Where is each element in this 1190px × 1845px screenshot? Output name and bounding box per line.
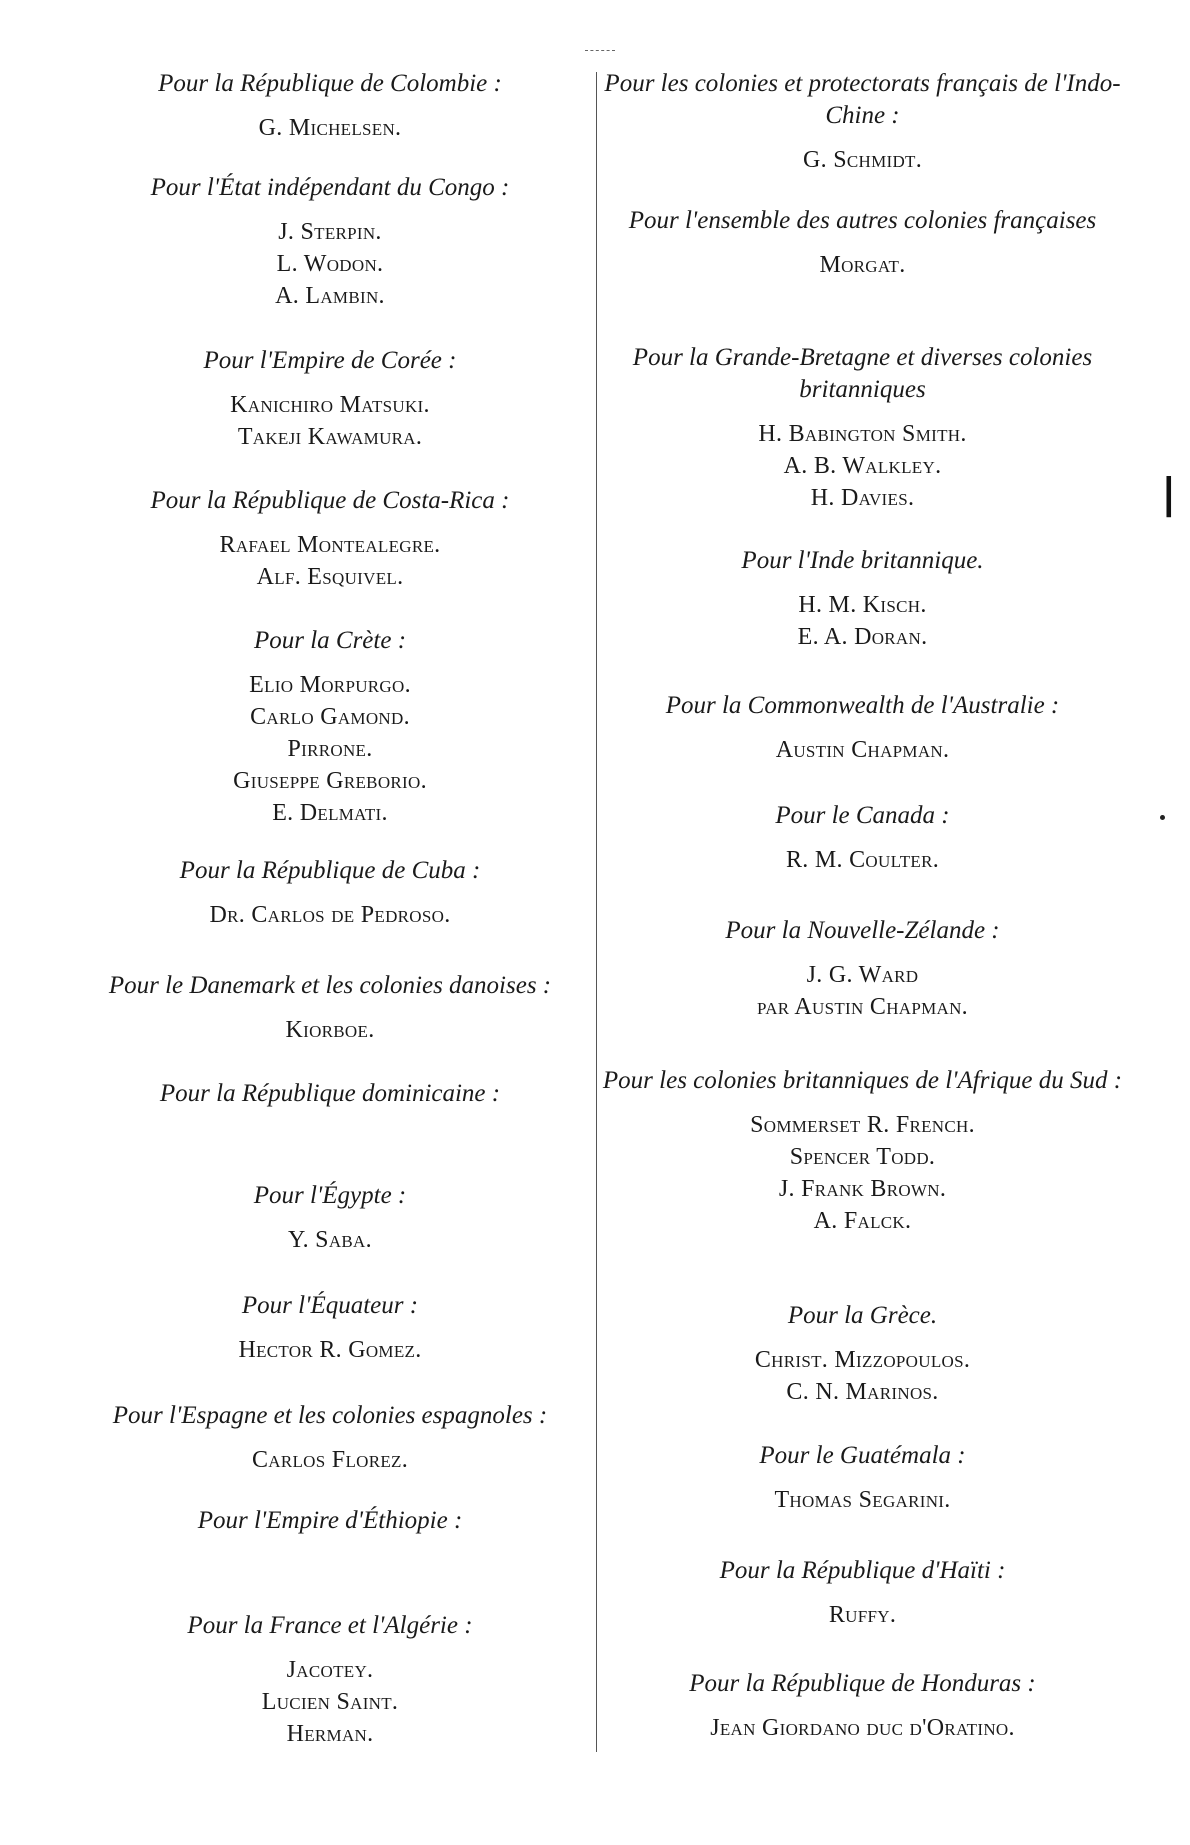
signers-list [70, 529, 590, 593]
country-heading: Pour la Crète : [253, 627, 407, 654]
country-heading: Pour le Danemark et les colonies danoises : [108, 972, 552, 999]
signatory-block [600, 690, 1125, 766]
signer-name: J. Sterpin. [278, 219, 382, 245]
country-heading: Pour la République dominicaine : [159, 1080, 501, 1107]
signatory-block [600, 205, 1125, 281]
signer-name: G. Michelsen. [258, 115, 402, 141]
signer-name: Elio Morpurgo. [249, 672, 411, 698]
signers-list [600, 589, 1125, 653]
country-heading: Pour l'Empire d'Éthiopie : [197, 1507, 463, 1534]
signers-list [600, 418, 1125, 514]
signer-name: Rafael Montealegre. [219, 532, 441, 558]
signer-name: Sommerset R. French. [750, 1112, 975, 1138]
signer-name: H. Babington Smith. [758, 421, 967, 447]
signer-name: Giuseppe Greborio. [233, 768, 427, 794]
top-dash-mark [585, 50, 615, 51]
signer-name: Jean Giordano duc d'Oratino. [710, 1715, 1015, 1741]
signer-name: Herman. [286, 1721, 374, 1747]
signer-name: Ruffy. [828, 1602, 897, 1628]
signer-name: Carlo Gamond. [250, 704, 410, 730]
signers-list [600, 959, 1125, 1023]
signers-list [600, 249, 1125, 281]
signer-name: Dr. Carlos de Pedroso. [209, 902, 451, 928]
signers-list [600, 1109, 1125, 1237]
signer-name: Y. Saba. [288, 1227, 372, 1253]
country-heading: Pour l'Équateur : [241, 1292, 419, 1319]
country-heading: Pour l'ensemble des autres colonies françaises [628, 207, 1097, 234]
country-heading: Pour la Nouvelle-Zélande : [725, 917, 1000, 944]
column-divider [596, 72, 597, 1752]
signatory-block [600, 68, 1125, 176]
signatory-block [70, 345, 590, 453]
signer-name: R. M. Coulter. [785, 847, 940, 873]
signatory-block [70, 485, 590, 593]
signer-name: Jacotey. [286, 1657, 374, 1683]
signer-name: E. Delmati. [272, 800, 388, 826]
signer-name: Austin Chapman. [775, 737, 950, 763]
signer-name: A. Lambin. [275, 283, 385, 309]
country-heading: Pour la République de Honduras : [689, 1670, 1036, 1697]
country-heading: Pour la République de Colombie : [158, 70, 502, 97]
signers-list [600, 1484, 1125, 1516]
signers-list [70, 389, 590, 453]
signatory-block [70, 68, 590, 144]
country-heading: Pour la France et l'Algérie : [187, 1612, 473, 1639]
country-heading: Pour l'Espagne et les colonies espagnoles : [112, 1402, 548, 1429]
signer-name: Kanichiro Matsuki. [230, 392, 430, 418]
signers-list [70, 1444, 590, 1476]
signatory-block [600, 800, 1125, 876]
signatory-block [600, 342, 1125, 514]
signatory-block [70, 855, 590, 931]
signers-list [600, 1599, 1125, 1631]
signatory-block [600, 1668, 1125, 1744]
signer-name: Kiorboe. [285, 1017, 375, 1043]
signatory-block [70, 1078, 590, 1110]
country-heading: Pour la République de Costa-Rica : [150, 487, 510, 514]
signer-name: Thomas Segarini. [774, 1487, 951, 1513]
signatory-block [600, 545, 1125, 653]
signers-list [600, 734, 1125, 766]
signer-name: A. Falck. [813, 1208, 912, 1234]
scan-artifact-dot [1160, 815, 1165, 820]
signer-name: J. Frank Brown. [778, 1176, 947, 1202]
country-heading: Pour la Grande-Bretagne et diverses colonies britanniques [632, 344, 1093, 403]
country-heading: Pour les colonies et protectorats français de l'Indo-Chine : [604, 70, 1121, 129]
signer-name: G. Schmidt. [802, 147, 923, 173]
signatory-block [70, 172, 590, 312]
signer-name: Pirrone. [287, 736, 373, 762]
signers-list [70, 899, 590, 931]
country-heading: Pour l'Égypte : [253, 1182, 407, 1209]
signer-name: Takeji Kawamura. [237, 424, 423, 450]
signer-name: H. Davies. [810, 485, 915, 511]
scan-artifact-mark: ❘ [1152, 471, 1186, 516]
country-heading: Pour la République de Cuba : [179, 857, 481, 884]
country-heading: Pour les colonies britanniques de l'Afrique du Sud : [602, 1067, 1123, 1094]
signatory-block [70, 1290, 590, 1366]
signers-list [600, 1712, 1125, 1744]
signer-name: E. A. Doran. [797, 624, 928, 650]
signer-name: Morgat. [819, 252, 906, 278]
country-heading: Pour la Grèce. [787, 1302, 938, 1329]
signers-list [600, 1344, 1125, 1408]
signatory-block [600, 915, 1125, 1023]
signers-list [600, 844, 1125, 876]
signers-list [70, 1654, 590, 1750]
country-heading: Pour l'Inde britannique. [741, 547, 984, 574]
signer-name: Alf. Esquivel. [256, 564, 404, 590]
signer-name: Lucien Saint. [261, 1689, 399, 1715]
signatory-block [600, 1065, 1125, 1237]
signers-list [70, 1014, 590, 1046]
signers-list [70, 669, 590, 829]
signatory-block [600, 1555, 1125, 1631]
signer-name: C. N. Marinos. [786, 1379, 939, 1405]
signatory-block [70, 1505, 590, 1537]
signer-name: Spencer Todd. [789, 1144, 936, 1170]
signer-name: par Austin Chapman. [757, 994, 968, 1020]
signers-list [70, 1224, 590, 1256]
signatory-block [70, 1180, 590, 1256]
signer-name: Christ. Mizzopoulos. [754, 1347, 971, 1373]
signer-name: Hector R. Gomez. [238, 1337, 422, 1363]
signer-name: J. G. Ward [806, 962, 919, 988]
signer-name: H. M. Kisch. [798, 592, 927, 618]
country-heading: Pour la République d'Haïti : [719, 1557, 1006, 1584]
country-heading: Pour l'Empire de Corée : [203, 347, 457, 374]
signers-list [600, 144, 1125, 176]
signer-name: A. B. Walkley. [783, 453, 942, 479]
country-heading: Pour l'État indépendant du Congo : [150, 174, 510, 201]
country-heading: Pour la Commonwealth de l'Australie : [665, 692, 1060, 719]
signers-list [70, 216, 590, 312]
signer-name: Carlos Florez. [251, 1447, 409, 1473]
signer-name: L. Wodon. [276, 251, 384, 277]
country-heading: Pour le Canada : [775, 802, 950, 829]
signers-list [70, 112, 590, 144]
signatory-block [600, 1440, 1125, 1516]
signatory-block [70, 1610, 590, 1750]
signers-list [70, 1334, 590, 1366]
country-heading: Pour le Guatémala : [759, 1442, 966, 1469]
signatory-block [600, 1300, 1125, 1408]
signatory-block [70, 625, 590, 829]
signatory-block [70, 970, 590, 1046]
signatory-block [70, 1400, 590, 1476]
